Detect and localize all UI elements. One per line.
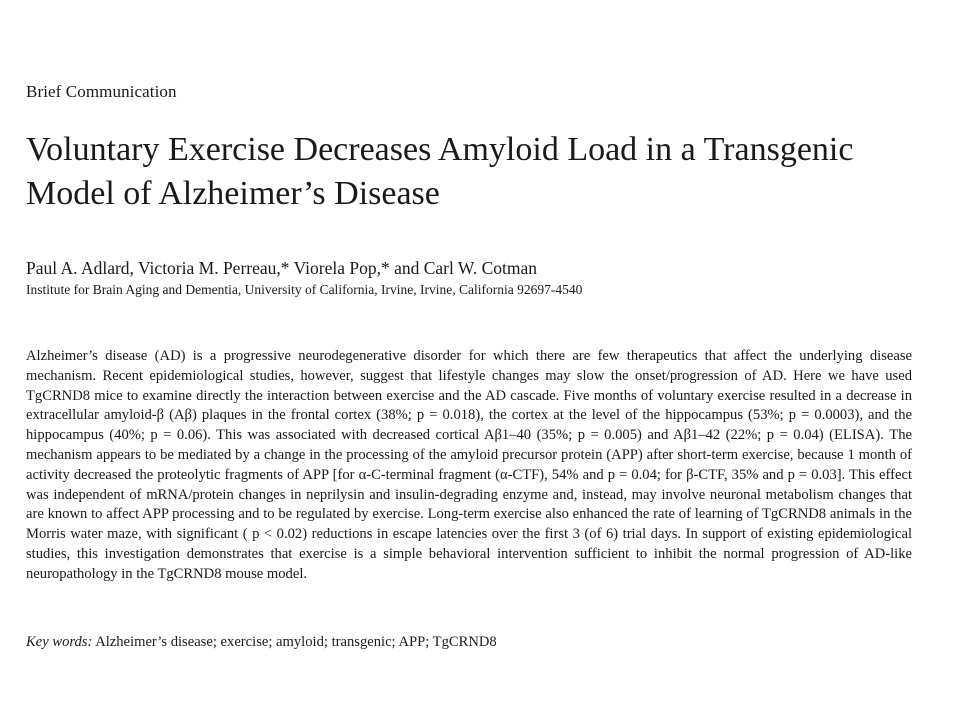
keywords: [26, 634, 497, 651]
keywords-label: Key words:: [26, 634, 93, 650]
abstract: Alzheimer’s disease (AD) is a progressive neurodegenerative disorder for which there are few therapeutics that affect the underlying disease mechanism. Recent epidemiological studies, however, suggest that lifestyle changes may slow the onset/progression of AD. Here we have used TgCRND8 mice to examine directly the interaction between exercise and the AD cascade. Five months of voluntary exercise resulted in a decrease in extracellular amyloid-β (Aβ) plaques in the frontal cortex (38%; p = 0.018), the cortex at the level of the hippocampus (53%; p = 0.0003), and the hippocampus (40%; p = 0.06). This was associated with decreased cortical Aβ1–40 (35%; p = 0.005) and Aβ1–42 (22%; p = 0.04) (ELISA). The mechanism appears to be mediated by a change in the processing of the amyloid precursor protein (APP) after short-term exercise, because 1 month of activity decreased the proteolytic fragments of APP [for α-C-terminal fragment (α-CTF), 54% and p = 0.04; for β-CTF, 35% and p = 0.03]. This effect was independent of mRNA/protein changes in neprilysin and insulin-degrading enzyme and, instead, may involve neuronal metabolism changes that are known to affect APP processing and to be regulated by exercise. Long-term exercise also enhanced the rate of learning of TgCRND8 animals in the Morris water maze, with significant ( p < 0.02) reductions in escape latencies over the first 3 (of 6) trial days. In support of existing epidemiological studies, this investigation demonstrates that exercise is a simple behavioral intervention sufficient to inhibit the normal progression of AD-like neuropathology in the TgCRND8 mouse model.: [26, 348, 912, 582]
author-list: Paul A. Adlard, Victoria M. Perreau,* Viorela Pop,* and Carl W. Cotman: [26, 258, 538, 278]
keywords-text: Alzheimer’s disease; exercise; amyloid; transgenic; APP; TgCRND8: [95, 634, 497, 650]
section-label: Brief Communication: [26, 82, 177, 101]
article-title: Voluntary Exercise Decreases Amyloid Load in a Transgenic Model of Alzheimer’s Disease: [26, 131, 854, 212]
affiliation: Institute for Brain Aging and Dementia, University of California, Irvine, Irvine, California 92697-4540: [26, 282, 583, 297]
